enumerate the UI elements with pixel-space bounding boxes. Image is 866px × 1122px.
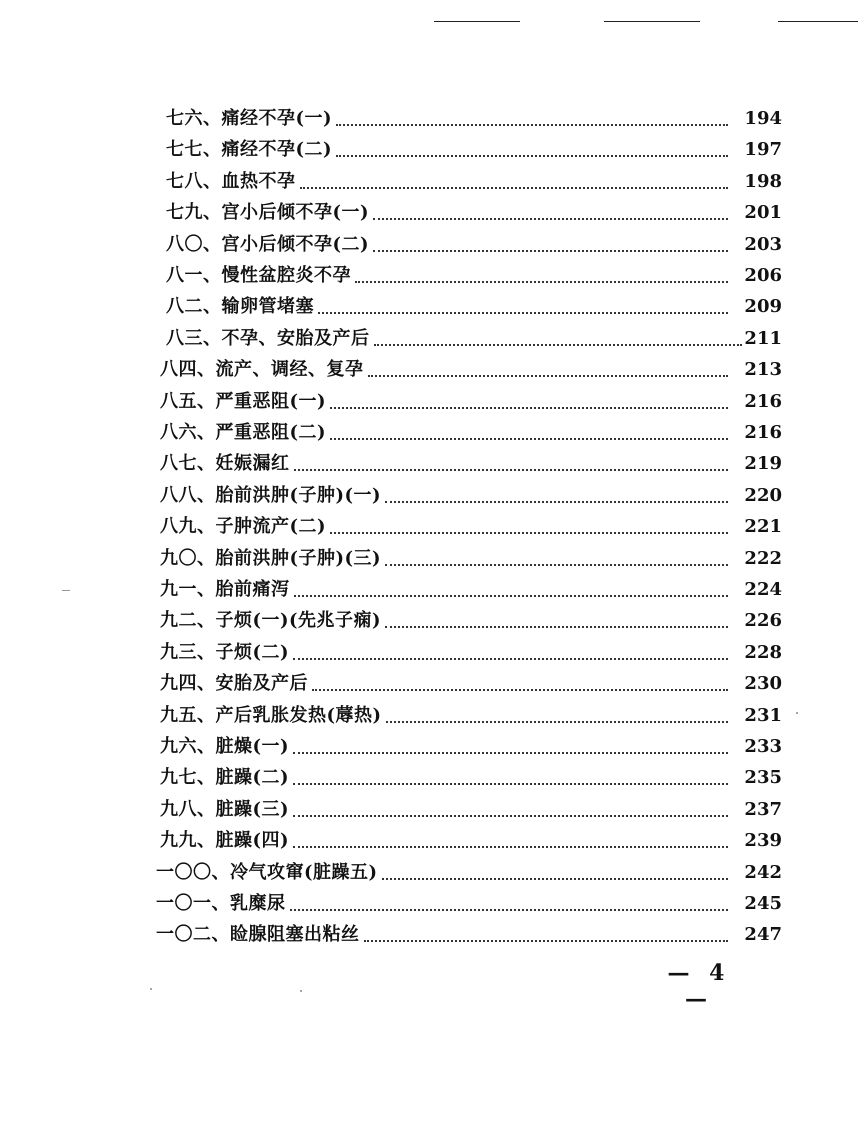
toc-entry-title: 七七、痛经不孕(二) (166, 135, 334, 165)
toc-entry-title: 九三、子烦(二) (160, 638, 291, 668)
toc-entry-title: 九二、子烦(一)(先兆子痫) (160, 606, 383, 636)
toc-entry[interactable] (0, 355, 866, 385)
toc-entry-leader (318, 312, 728, 314)
toc-entry-leader (368, 375, 728, 377)
toc-entry-leader (382, 878, 728, 880)
toc-entry-leader (364, 940, 728, 942)
toc-entry-leader (290, 909, 728, 911)
toc-entry-leader (336, 124, 728, 126)
toc-entry-leader (293, 752, 728, 754)
toc-entry-title: 七八、血热不孕 (166, 167, 298, 197)
toc-entry-leader (300, 187, 728, 189)
toc-entry-title: 八五、严重恶阻(一) (160, 387, 328, 417)
toc-entry-leader (294, 469, 728, 471)
toc-entry[interactable] (0, 795, 866, 825)
toc-entry-title: 一〇〇、冷气攻窜(脏躁五) (156, 858, 380, 888)
top-rule-3 (778, 21, 858, 22)
toc-entry-title: 九六、脏燥(一) (160, 732, 291, 762)
toc-entry-page: 222 (744, 547, 782, 569)
toc-entry-leader (330, 532, 728, 534)
toc-entry-title: 八三、不孕、安胎及产后 (166, 324, 372, 354)
toc-entry[interactable] (0, 387, 866, 417)
toc-entry-page: 233 (744, 736, 782, 757)
toc-entry[interactable] (0, 104, 866, 134)
scan-speck (796, 712, 798, 714)
toc-entry-leader (336, 155, 728, 157)
scan-speck (300, 990, 302, 992)
toc-entry-page: 216 (744, 390, 782, 412)
toc-entry[interactable] (0, 826, 866, 856)
toc-entry[interactable] (0, 701, 866, 731)
toc-entry-leader (385, 626, 728, 628)
toc-entry-page: 231 (744, 704, 782, 726)
toc-entry-page: 237 (744, 798, 782, 820)
toc-entry-page: 228 (744, 641, 782, 663)
toc-entry-title: 八九、子肿流产(二) (160, 512, 328, 542)
toc-entry-leader (386, 721, 728, 723)
toc-entry[interactable] (0, 889, 866, 919)
toc-entry-page: 247 (744, 924, 782, 946)
toc-entry[interactable] (0, 638, 866, 668)
toc-entry-title: 八四、流产、调经、复孕 (160, 355, 366, 385)
toc-entry[interactable] (0, 198, 866, 228)
page-number: — 4 — (667, 960, 731, 1012)
toc-entry-page: 242 (744, 861, 782, 883)
scan-speck (150, 988, 152, 990)
toc-entry-leader (293, 783, 728, 785)
toc-entry-leader (355, 281, 728, 283)
toc-entry-page: 221 (744, 516, 782, 538)
toc-entry-title: 八二、输卵管堵塞 (166, 292, 316, 322)
top-rule-1 (434, 21, 520, 22)
toc-entry-leader (312, 689, 728, 691)
toc-entry-page: 230 (744, 673, 782, 695)
edge-mark (62, 590, 70, 591)
toc-entry[interactable] (0, 418, 866, 448)
toc-entry[interactable] (0, 230, 866, 260)
toc-entry-page: 224 (744, 579, 782, 600)
toc-entry-title: 八七、妊娠漏红 (160, 449, 292, 479)
toc-entry-page: 197 (744, 139, 782, 161)
toc-entry-page: 198 (744, 170, 782, 192)
toc-entry[interactable] (0, 481, 866, 511)
toc-entry-title: 一〇二、睑腺阻塞出粘丝 (156, 920, 362, 950)
toc-entry-leader (293, 658, 728, 660)
toc-entry-title: 八一、慢性盆腔炎不孕 (166, 261, 353, 291)
toc-entry-title: 九〇、胎前洪肿(子肿)(三) (160, 544, 383, 574)
toc-entry-title: 一〇一、乳糜尿 (156, 889, 288, 919)
toc-entry-title: 七六、痛经不孕(一) (166, 104, 334, 134)
toc-entry-leader (330, 407, 728, 409)
toc-entry[interactable] (0, 544, 866, 574)
toc-entry-leader (374, 344, 742, 346)
toc-entry[interactable] (0, 606, 866, 636)
toc-entry[interactable] (0, 512, 866, 542)
toc-entry-page: 216 (744, 422, 782, 443)
toc-entry-title: 九七、脏躁(二) (160, 763, 291, 793)
toc-entry-page: 201 (744, 202, 782, 224)
toc-entry-title: 九九、脏躁(四) (160, 826, 291, 856)
toc-entry-title: 八六、严重恶阻(二) (160, 418, 328, 448)
toc-entry-page: 245 (744, 893, 782, 914)
top-rule-2 (604, 21, 700, 22)
toc-entry[interactable] (0, 292, 866, 322)
toc-entry-page: 213 (744, 359, 782, 381)
toc-entry-page: 206 (744, 265, 782, 286)
toc-entry[interactable] (0, 449, 866, 479)
toc-entry[interactable] (0, 324, 866, 354)
toc-entry[interactable] (0, 261, 866, 291)
toc-entry-title: 八八、胎前洪肿(子肿)(一) (160, 481, 383, 511)
toc-entry-leader (294, 595, 728, 597)
toc-entry-title: 九五、产后乳胀发热(蓐热) (160, 701, 384, 731)
toc-entry-page: 209 (744, 296, 782, 318)
toc-entry[interactable] (0, 920, 866, 950)
toc-entry-leader (373, 218, 728, 220)
toc-entry-leader (330, 438, 728, 440)
toc-entry-page: 203 (744, 233, 782, 255)
toc-entry-title: 九八、脏躁(三) (160, 795, 291, 825)
toc-entry-leader (385, 564, 728, 566)
toc-entry-page: 239 (744, 830, 782, 852)
toc-entry[interactable] (0, 763, 866, 793)
toc-entry-leader (293, 815, 728, 817)
toc-entry[interactable] (0, 858, 866, 888)
toc-entry-title: 八〇、宫小后倾不孕(二) (166, 230, 371, 260)
toc-entry-leader (373, 250, 728, 252)
toc-entry-page: 235 (744, 767, 782, 789)
toc-entry-page: 220 (744, 484, 782, 506)
toc-entry-title: 九四、安胎及产后 (160, 669, 310, 699)
toc-entry[interactable] (0, 732, 866, 762)
toc-entry-page: 219 (744, 453, 782, 475)
toc-entry-page: 226 (744, 610, 782, 632)
toc-entry-leader (385, 501, 728, 503)
toc-entry-title: 九一、胎前痛泻 (160, 575, 292, 605)
toc-entry-leader (293, 846, 728, 848)
toc-entry-title: 七九、宫小后倾不孕(一) (166, 198, 371, 228)
toc-entry[interactable] (0, 575, 866, 605)
toc-entry-page: 194 (744, 108, 782, 129)
toc-entry[interactable] (0, 167, 866, 197)
toc-entry-page: 211 (744, 327, 782, 349)
toc-entry[interactable] (0, 669, 866, 699)
toc-entry[interactable] (0, 135, 866, 165)
